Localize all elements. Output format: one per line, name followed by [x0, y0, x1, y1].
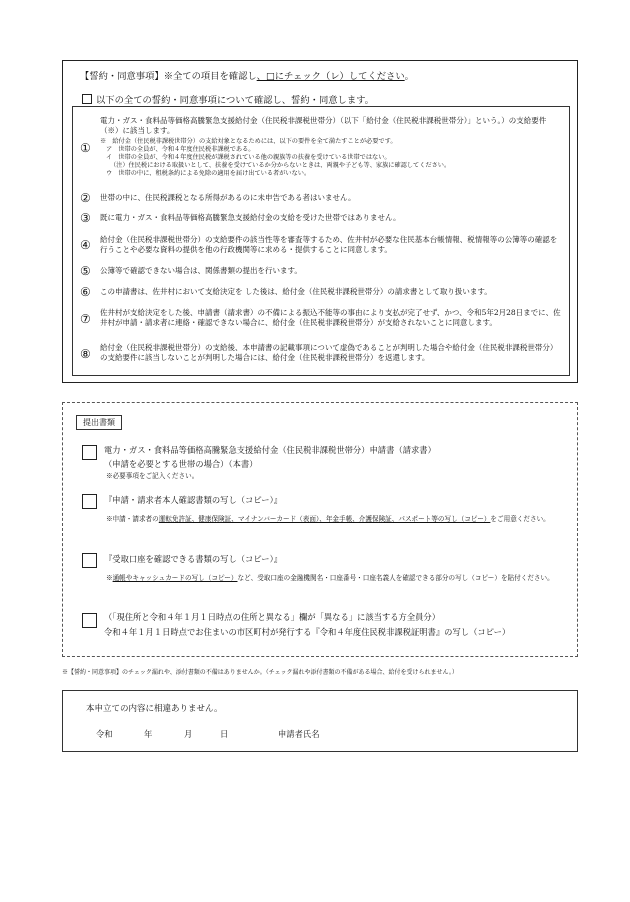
pledge-item-text: 給付金（住民税非課税世帯分）の支給後、本申請書の記載事項について虚偽であることが判明した場合や給付金（住民税非課税世帯分）の支給要件に該当しないことが判明した場合には、給付金（住民税非課税世帯分）を返還します。: [100, 343, 558, 362]
document-note: ※通帳やキャッシュカードの写し（コピー）など、受取口座の金融機関名・口座番号・口座名義人を確認できる部分の写し（コピー）を貼付ください。: [106, 574, 554, 582]
pledge-instruction: 【誓約・同意事項】※全ての項目を確認し、□にチェック（レ）してください。: [80, 71, 414, 82]
pledge-item-text: 給付金（住民税非課税世帯分）の支給要件の該当性等を審査等するため、佐井村が必要な住民基本台帳情報、税情報等の公簿等の確認を行うことや必要な資料の提供を他の行政機関等に求める・提供することに同意します。: [100, 235, 558, 254]
document-checkbox[interactable]: [82, 553, 97, 568]
item-number: ⑦: [80, 312, 91, 326]
pledge-heading: 【誓約・同意事項】: [80, 71, 164, 82]
pledge-item-text: この申請書は、佐井村において支給決定を した後は、給付金（住民税非課税世帯分）の請求書として取り扱います。: [100, 287, 492, 296]
document-title: （「現住所と令和４年１月１日時点の住所と異なる」欄が「異なる」に該当する方全員分）: [104, 612, 441, 622]
item-number: ⑥: [80, 285, 91, 299]
date-month-label: 月: [184, 729, 193, 739]
pledge-note: （注）住民税における取扱いとして、扶養を受けているか分からないときは、両親や子ども等、家族に確認してください。: [110, 162, 451, 169]
document-checkbox[interactable]: [82, 445, 97, 460]
item-number: ①: [80, 141, 91, 155]
footnote: ※【誓約・同意事項】のチェック漏れや、添付書類の不備はありませんか。（チェック漏れや添付書類の不備がある場合、給付を受けられません。）: [62, 669, 458, 676]
document-title: 『申請・請求者本人確認書類の写し（コピー）』: [104, 495, 283, 505]
date-era: 令和: [96, 729, 113, 739]
pledge-note: ※ 給付金（住民税非課税世帯分）の支給対象となるためには、以下の要件を全て満たすことが必要です。: [100, 138, 397, 145]
item-number: ④: [80, 238, 91, 252]
document-subtitle: 令和４年１月１日時点でお住まいの市区町村が発行する『令和４年度住民税非課税証明書』の写し（コピー）: [104, 627, 511, 637]
declaration-section: [62, 690, 578, 752]
pledge-item-text: 世帯の中に、住民税課税となる所得があるのに未申告である者はいません。: [100, 193, 356, 202]
item-number: ⑤: [80, 264, 91, 278]
check-all-row[interactable]: [82, 92, 374, 106]
document-note: ※申請・請求者の運転免許証、健康保険証、マイナンバーカード（表面）、年金手帳、介護保険証、パスポート等の写し（コピー）をご用意ください。: [106, 515, 550, 523]
document-title: 電力・ガス・食料品等価格高騰緊急支援給付金（住民税非課税世帯分）申請書（請求書）: [104, 445, 436, 455]
documents-tag: 提出書類: [76, 415, 122, 430]
date-year-label: 年: [144, 729, 153, 739]
document-checkbox[interactable]: [82, 494, 97, 509]
declaration-text: 本申立ての内容に相違ありません。: [86, 704, 223, 714]
item-number: ⑧: [80, 347, 91, 361]
document-title: 『受取口座を確認できる書類の写し（コピー）』: [104, 554, 283, 564]
document-subtitle: （申請を必要とする世帯の場合）（本書）: [104, 459, 258, 469]
pledge-note: ウ 世帯の中に、租税条約による免除の適用を届け出ている者がいない。: [106, 170, 311, 177]
check-all-label: 以下の全ての誓約・同意事項について確認し、誓約・同意します。: [96, 95, 374, 106]
check-all-checkbox[interactable]: [82, 94, 92, 104]
pledge-note: イ 世帯の全員が、令和４年度住民税が課税されている他の親族等の扶養を受けている世帯ではない。: [106, 154, 391, 161]
date-day-label: 日: [220, 729, 229, 739]
pledge-item-text: 公簿等で確認できない場合は、関係書類の提出を行います。: [100, 266, 302, 275]
pledge-note: ア 世帯の全員が、令和４年度住民税非課税である。: [106, 146, 255, 153]
pledge-item-text: 電力・ガス・食料品等価格高騰緊急支援給付金（住民税非課税世帯分）（以下「給付金（住民税非課税世帯分）」という。）の支給要件（※）に該当します。: [100, 116, 547, 135]
document-checkbox[interactable]: [82, 613, 97, 628]
pledge-item-text: 既に電力・ガス・食料品等価格高騰緊急支援給付金の支給を受けた世帯ではありません。: [100, 213, 401, 222]
pledge-item-text: 佐井村が支給決定をした後、申請書（請求書）の不備による振込不能等の事由により支払が完了せず、かつ、令和5年2月28日までに、佐井村が申請・請求者に連絡・確認できない場合に、給付金（住民税非課税世帯分）が支給されないことに同意します。: [100, 308, 561, 327]
applicant-name-label: 申請者氏名: [278, 729, 320, 739]
item-number: ②: [80, 191, 91, 205]
document-note: ※必要事項をご記入ください。: [106, 472, 199, 480]
item-number: ③: [80, 211, 91, 225]
